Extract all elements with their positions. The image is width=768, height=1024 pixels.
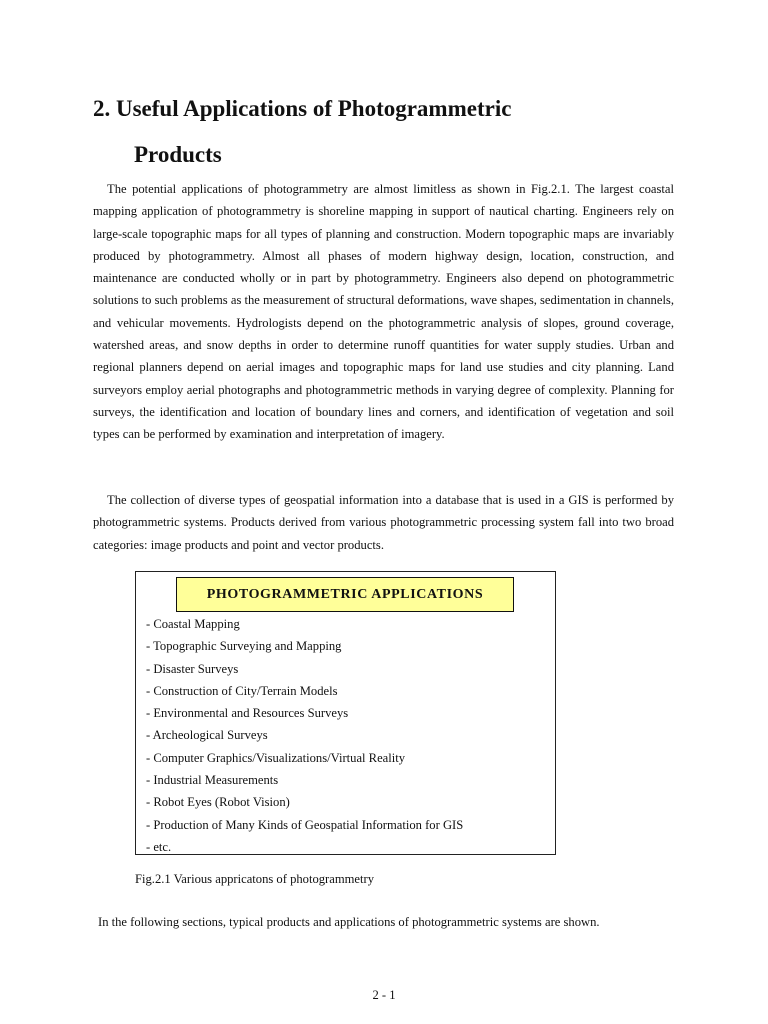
gis-paragraph: The collection of diverse types of geospatial information into a database that is used in a GIS is performed by photogrammetric systems. Products derived from various photogrammetric processing system fall into two broad categories: image products and point and vector products. <box>93 493 674 552</box>
list-item: - Construction of City/Terrain Models <box>146 683 338 698</box>
list-item: - Topographic Surveying and Mapping <box>146 639 342 654</box>
list-item: - Industrial Measurements <box>146 773 279 788</box>
figure-caption: Fig.2.1 Various appricatons of photogrammetry <box>135 872 375 886</box>
list-item: - Coastal Mapping <box>146 617 240 631</box>
page-number: 2 - 1 <box>372 988 396 1002</box>
section-title: 2. Useful Applications of Photogrammetric <box>93 96 512 121</box>
intro-paragraph: The potential applications of photogrammetry are almost limitless as shown in Fig.2.1. The largest coastal mapping application of photogrammetry is shoreline mapping in support of nautical charting. Engineers rely on large-scale topographic maps for all types of planning and construction. Modern topographic maps are invariably produced by photogrammetry. Almost all phases of modern highway design, location, construction, and maintenance are conducted wholly or in part by photogrammetry. Engineers also depend on photogrammetric solutions to such problems as the measurement of structural deformations, wave shapes, sedimentation in channels, and vehicular movements. Hydrologists depend on the photogrammetric analysis of slopes, ground coverage, watershed areas, and snow depths in order to determine runoff quantities for water supply studies. Urban and regional planners depend on aerial images and topographic maps for land use studies and city planning. Land surveyors employ aerial photographs and photogrammetric methods in varying degree of complexity. Planning for surveys, the identification and location of boundary lines and corners, and identification of vegetation and soil types can be performed by examination and interpretation of imagery. <box>93 182 674 442</box>
list-item: - Robot Eyes (Robot Vision) <box>146 795 290 810</box>
list-item: - Disaster Surveys <box>146 661 239 676</box>
list-item: - etc. <box>146 839 172 854</box>
list-item: - Production of Many Kinds of Geospatial Information for GIS <box>146 817 464 832</box>
closing-paragraph: In the following sections, typical products and applications of photogrammetric systems are shown. <box>98 915 600 929</box>
figure-header: PHOTOGRAMMETRIC APPLICATIONS <box>176 577 514 612</box>
list-item: - Computer Graphics/Visualizations/Virtual Reality <box>146 750 406 765</box>
applications-figure <box>135 571 556 855</box>
applications-list <box>146 613 463 858</box>
section-title-continued: Products <box>134 142 222 167</box>
list-item: - Environmental and Resources Surveys <box>146 706 349 721</box>
list-item: - Archeological Surveys <box>146 728 268 743</box>
